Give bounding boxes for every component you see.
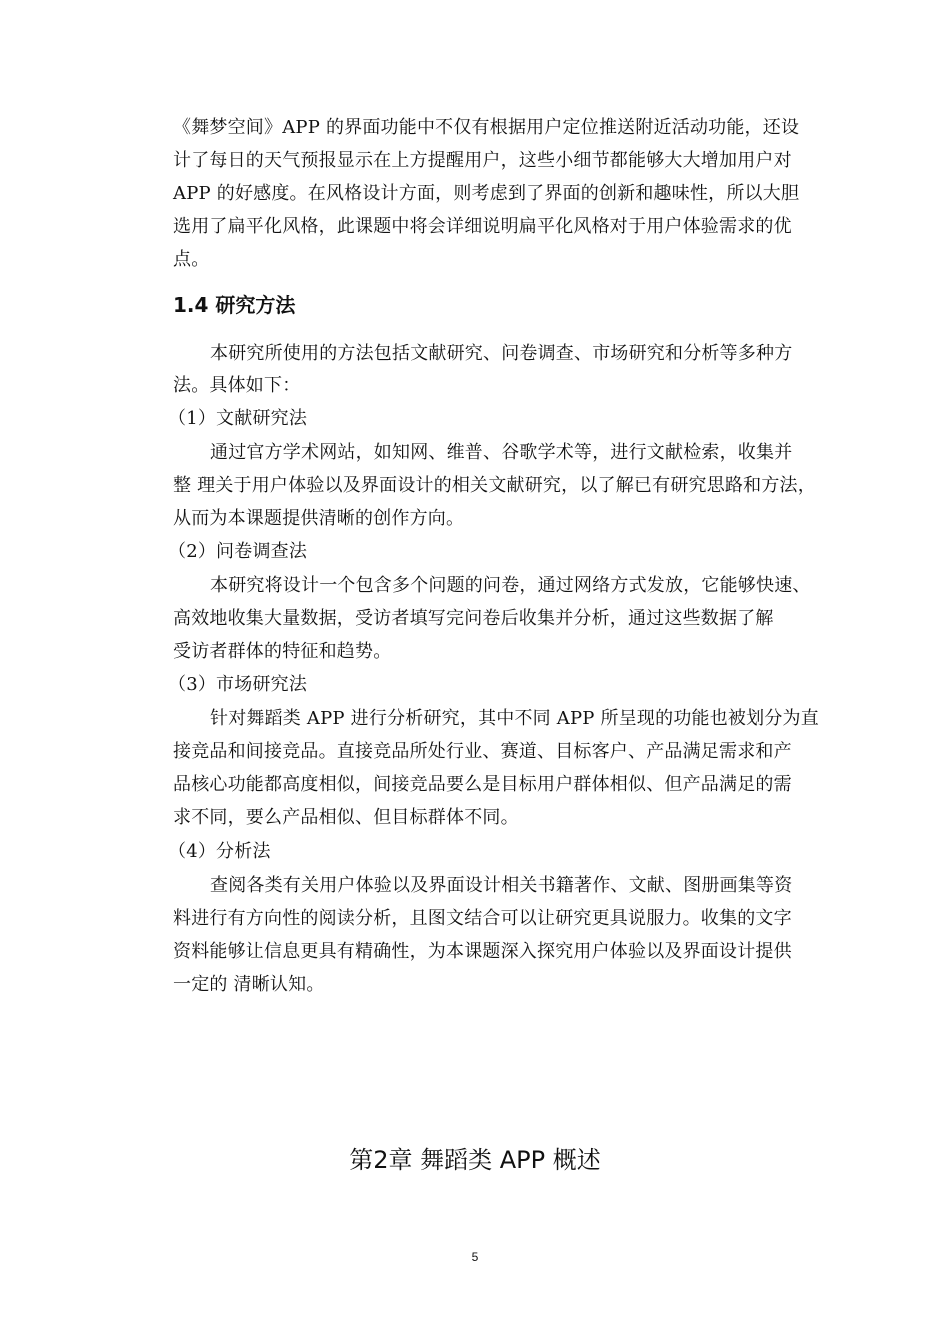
method-4-line-1: 查阅各类有关用户体验以及界面设计相关书籍著作、文献、图册画集等资 xyxy=(210,875,793,896)
method-1-title: （1）文献研究法 xyxy=(168,408,308,429)
intro-line-3: APP 的好感度。在风格设计方面，则考虑到了界面的创新和趣味性，所以大胆 xyxy=(173,183,800,204)
method-3-title: （3）市场研究法 xyxy=(168,674,308,695)
method-3-line-4: 求不同，要么产品相似、但目标群体不同。 xyxy=(173,807,519,828)
methods-intro-line-2: 法。具体如下： xyxy=(173,375,301,396)
section-heading: 1.4 研究方法 xyxy=(173,293,296,317)
page-number: 5 xyxy=(471,1250,479,1264)
intro-line-5: 点。 xyxy=(173,249,210,270)
method-3-line-3: 品核心功能都高度相似，间接竞品要么是目标用户群体相似、但产品满足的需 xyxy=(173,774,792,795)
method-4-line-4: 一定的 清晰认知。 xyxy=(173,974,325,995)
intro-line-1: 《舞梦空间》APP 的界面功能中不仅有根据用户定位推送附近活动功能，还设 xyxy=(173,117,800,138)
method-2-line-2: 高效地收集大量数据，受访者填写完问卷后收集并分析，通过这些数据了解 xyxy=(173,608,774,629)
method-3-line-1: 针对舞蹈类 APP 进行分析研究，其中不同 APP 所呈现的功能也被划分为直 xyxy=(210,708,819,729)
method-4-title: （4）分析法 xyxy=(168,841,271,862)
method-3-line-2: 接竞品和间接竞品。直接竞品所处行业、赛道、目标客户、产品满足需求和产 xyxy=(173,741,792,762)
method-2-title: （2）问卷调查法 xyxy=(168,541,308,562)
methods-intro-line-1: 本研究所使用的方法包括文献研究、问卷调查、市场研究和分析等多种方 xyxy=(210,343,793,364)
method-4-line-3: 资料能够让信息更具有精确性，为本课题深入探究用户体验以及界面设计提供 xyxy=(173,941,792,962)
method-1-line-3: 从而为本课题提供清晰的创作方向。 xyxy=(173,508,465,529)
method-4-line-2: 料进行有方向性的阅读分析，且图文结合可以让研究更具说服力。收集的文字 xyxy=(173,908,792,929)
method-2-line-3: 受访者群体的特征和趋势。 xyxy=(173,641,392,662)
method-1-line-1: 通过官方学术网站，如知网、维普、谷歌学术等，进行文献检索，收集并 xyxy=(210,442,793,463)
chapter-title: 第2章 舞蹈类 APP 概述 xyxy=(349,1146,601,1174)
intro-line-4: 选用了扁平化风格，此课题中将会详细说明扁平化风格对于用户体验需求的优 xyxy=(173,216,792,237)
method-2-line-1: 本研究将设计一个包含多个问题的问卷，通过网络方式发放，它能够快速、 xyxy=(210,575,811,596)
method-1-line-2: 整 理关于用户体验以及界面设计的相关文献研究，以了解已有研究思路和方法， xyxy=(173,475,816,496)
intro-line-2: 计了每日的天气预报显示在上方提醒用户，这些小细节都能够大大增加用户对 xyxy=(173,150,792,171)
